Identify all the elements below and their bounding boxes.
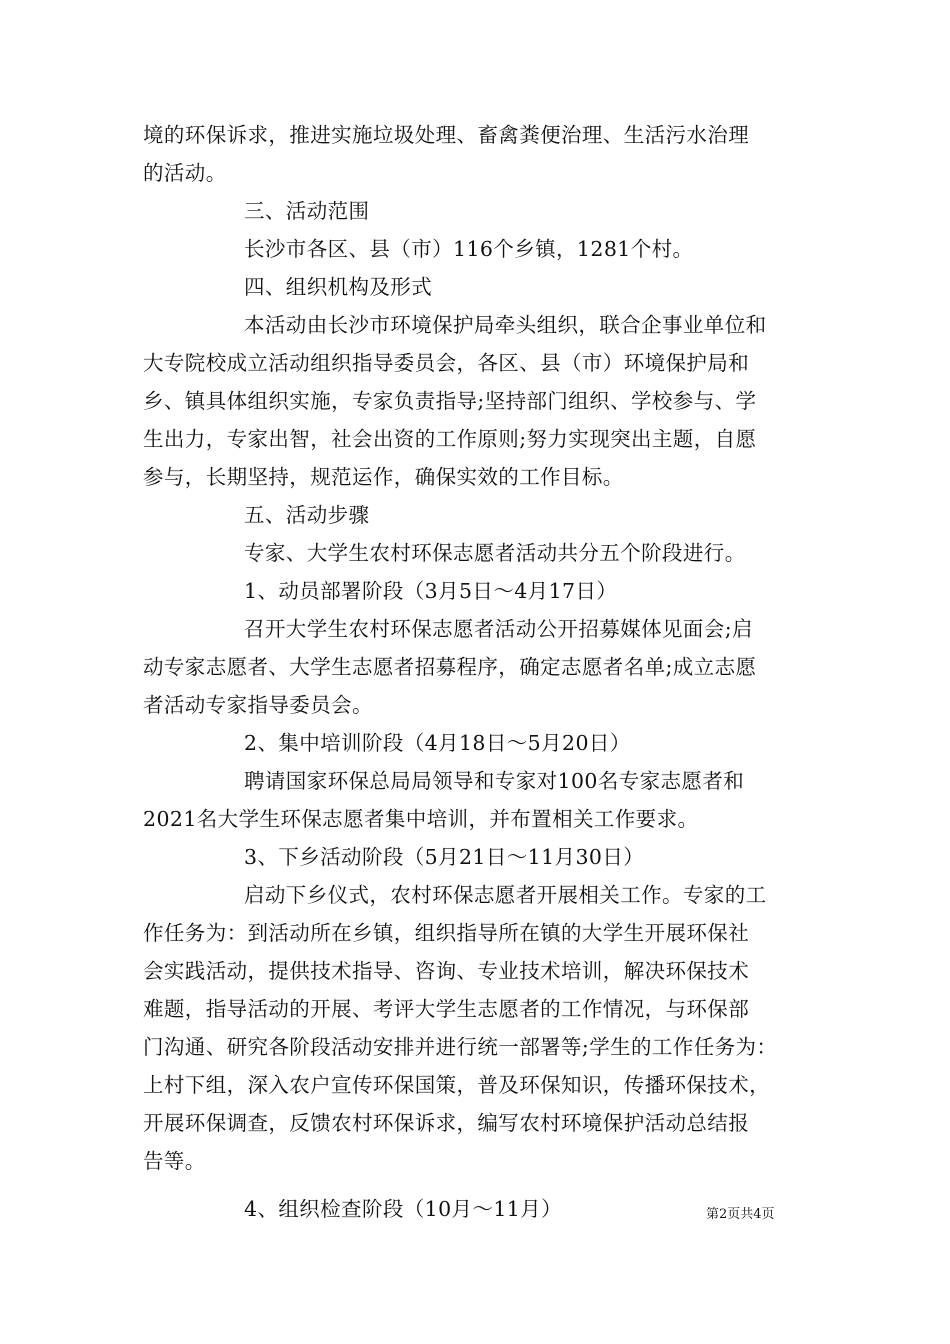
paragraph-line: 专家、大学生农村环保志愿者活动共分五个阶段进行。 — [244, 541, 746, 565]
document-body — [143, 116, 811, 1228]
paragraph-line: 生出力，专家出智，社会出资的工作原则;努力实现突出主题，自愿 — [143, 427, 757, 451]
paragraph-line: 参与，长期坚持，规范运作，确保实效的工作目标。 — [143, 465, 624, 489]
paragraph-line: 上村下组，深入农户宣传环保国策，普及环保知识，传播环保技术， — [143, 1073, 770, 1097]
section-heading: 三、活动范围 — [244, 199, 370, 223]
paragraph-line: 告等。 — [143, 1149, 206, 1173]
section-heading: 四、组织机构及形式 — [244, 275, 433, 299]
paragraph-line: 者活动专家指导委员会。 — [143, 693, 373, 717]
paragraph-line: 召开大学生农村环保志愿者活动公开招募媒体见面会;启 — [244, 617, 753, 641]
paragraph-line: 的活动。 — [143, 161, 227, 185]
paragraph-line: 启动下乡仪式，农村环保志愿者开展相关工作。专家的工 — [244, 883, 767, 907]
paragraph-line: 作任务为：到活动所在乡镇，组织指导所在镇的大学生开展环保社 — [143, 921, 750, 945]
stage-heading: 2、集中培训阶段（4月18日～5月20日） — [244, 731, 631, 755]
paragraph-line: 长沙市各区、县（市）116个乡镇，1281个村。 — [244, 237, 694, 261]
paragraph-line: 2021名大学生环保志愿者集中培训，并布置相关工作要求。 — [143, 807, 699, 831]
stage-heading: 1、动员部署阶段（3月5日～4月17日） — [244, 579, 618, 603]
paragraph-line: 聘请国家环保总局局领导和专家对100名专家志愿者和 — [244, 769, 745, 793]
paragraph-line: 本活动由长沙市环境保护局牵头组织，联合企事业单位和 — [244, 313, 767, 337]
paragraph-gap — [143, 1180, 811, 1190]
paragraph-line: 开展环保调查，反馈农村环保诉求，编写农村环境保护活动总结报 — [143, 1111, 750, 1135]
stage-heading: 4、组织检查阶段（10月～11月） — [244, 1197, 563, 1221]
paragraph-line: 大专院校成立活动组织指导委员会，各区、县（市）环境保护局和 — [143, 351, 750, 375]
paragraph-line: 境的环保诉求，推进实施垃圾处理、畜禽粪便治理、生活污水治理 — [143, 123, 750, 147]
stage-heading: 3、下乡活动阶段（5月21日～11月30日） — [244, 845, 645, 869]
page-number: 第2页共4页 — [706, 1207, 775, 1222]
paragraph-line: 难题，指导活动的开展、考评大学生志愿者的工作情况，与环保部 — [143, 997, 750, 1021]
paragraph-line: 动专家志愿者、大学生志愿者招募程序，确定志愿者名单;成立志愿 — [143, 655, 757, 679]
paragraph-line: 会实践活动，提供技术指导、咨询、专业技术培训，解决环保技术 — [143, 959, 750, 983]
paragraph-line: 乡、镇具体组织实施，专家负责指导;坚持部门组织、学校参与、学 — [143, 389, 757, 413]
section-heading: 五、活动步骤 — [244, 503, 370, 527]
paragraph-line: 门沟通、研究各阶段活动安排并进行统一部署等;学生的工作任务为： — [143, 1035, 778, 1059]
